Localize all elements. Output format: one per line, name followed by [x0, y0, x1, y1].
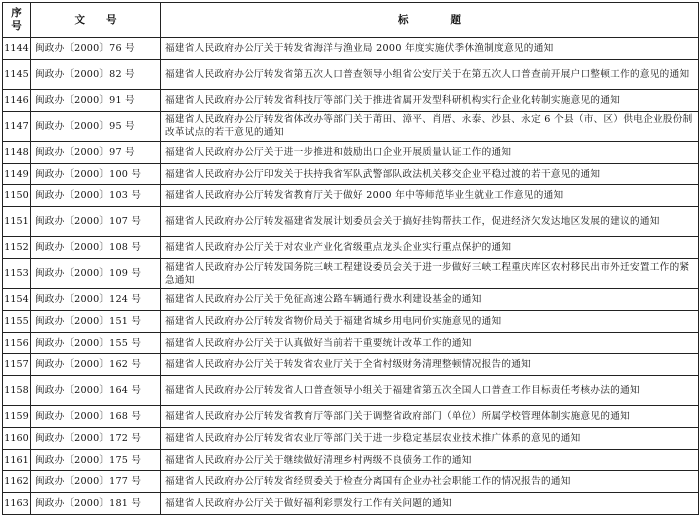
table-row: [3, 259, 699, 289]
row-title: 福建省人民政府办公厅转发省科技厅等部门关于推进省属开发型科研机构实行企业化转制实施意见的通知: [161, 90, 699, 112]
row-serial-number: 1157: [3, 354, 31, 376]
row-document-number: 闽政办〔2000〕109 号: [31, 259, 161, 289]
row-serial-number: 1155: [3, 311, 31, 333]
row-title: 福建省人民政府办公厅印发关于扶持我省军队武警部队政法机关移交企业平稳过渡的若干意见的通知: [161, 163, 699, 185]
row-title: 福建省人民政府办公厅转发省人口普查领导小组关于福建省第五次全国人口普查工作目标责任考核办法的通知: [161, 376, 699, 406]
table-row: [3, 163, 699, 185]
row-title: 福建省人民政府办公厅转发省物价局关于福建省城乡用电同价实施意见的通知: [161, 311, 699, 333]
header-serial-line1: 序: [11, 7, 22, 19]
table-row: [3, 237, 699, 259]
row-title: 福建省人民政府办公厅关于对农业产业化省级重点龙头企业实行重点保护的通知: [161, 237, 699, 259]
row-title: 福建省人民政府办公厅关于认真做好当前若干重要统计改革工作的通知: [161, 332, 699, 354]
row-serial-number: 1154: [3, 289, 31, 311]
table-row: [3, 449, 699, 471]
table-row: [3, 111, 699, 141]
row-title: 福建省人民政府办公厅关于转发省农业厅关于全省村级财务清理整顿情况报告的通知: [161, 354, 699, 376]
row-serial-number: 1147: [3, 111, 31, 141]
table-header-row: [3, 3, 699, 38]
row-document-number: 闽政办〔2000〕100 号: [31, 163, 161, 185]
row-serial-number: 1151: [3, 207, 31, 237]
table-row: [3, 90, 699, 112]
row-serial-number: 1156: [3, 332, 31, 354]
header-serial-line2: 号: [11, 20, 22, 32]
row-serial-number: 1146: [3, 90, 31, 112]
row-serial-number: 1163: [3, 493, 31, 515]
row-document-number: 闽政办〔2000〕181 号: [31, 493, 161, 515]
row-serial-number: 1162: [3, 471, 31, 493]
table-row: [3, 311, 699, 333]
table-row: [3, 354, 699, 376]
row-serial-number: 1149: [3, 163, 31, 185]
row-title: 福建省人民政府办公厅关于进一步推进和鼓励出口企业开展质量认证工作的通知: [161, 142, 699, 164]
row-serial-number: 1148: [3, 142, 31, 164]
table-row: [3, 38, 699, 60]
row-title: 福建省人民政府办公厅关于免征高速公路车辆通行费水利建设基金的通知: [161, 289, 699, 311]
table-row: [3, 428, 699, 450]
table-row: [3, 493, 699, 515]
row-title: 福建省人民政府办公厅转发省教育厅关于做好 2000 年中等师范毕业生就业工作意见的通知: [161, 185, 699, 207]
row-document-number: 闽政办〔2000〕95 号: [31, 111, 161, 141]
row-serial-number: 1144: [3, 38, 31, 60]
row-serial-number: 1160: [3, 428, 31, 450]
row-document-number: 闽政办〔2000〕76 号: [31, 38, 161, 60]
row-title: 福建省人民政府办公厅关于继续做好清理乡村两级不良债务工作的通知: [161, 449, 699, 471]
row-serial-number: 1150: [3, 185, 31, 207]
row-document-number: 闽政办〔2000〕168 号: [31, 406, 161, 428]
row-document-number: 闽政办〔2000〕97 号: [31, 142, 161, 164]
row-title: 福建省人民政府办公厅转发省第五次人口普查领导小组省公安厅关于在第五次人口普查前开展户口整顿工作的意见的通知: [161, 59, 699, 89]
row-title: 福建省人民政府办公厅转发省经贸委关于检查分离国有企业办社会职能工作的情况报告的通知: [161, 471, 699, 493]
row-document-number: 闽政办〔2000〕172 号: [31, 428, 161, 450]
table-row: [3, 332, 699, 354]
row-document-number: 闽政办〔2000〕164 号: [31, 376, 161, 406]
table-row: [3, 376, 699, 406]
table-row: [3, 59, 699, 89]
row-document-number: 闽政办〔2000〕103 号: [31, 185, 161, 207]
row-document-number: 闽政办〔2000〕177 号: [31, 471, 161, 493]
row-document-number: 闽政办〔2000〕155 号: [31, 332, 161, 354]
header-serial-number: [3, 3, 31, 38]
table-row: [3, 289, 699, 311]
header-document-number: 文 号: [31, 3, 161, 38]
header-title: 标 题: [161, 3, 699, 38]
row-document-number: 闽政办〔2000〕151 号: [31, 311, 161, 333]
table-row: [3, 142, 699, 164]
row-document-number: 闽政办〔2000〕107 号: [31, 207, 161, 237]
row-title: 福建省人民政府办公厅转发福建省发展计划委员会关于搞好挂钩帮扶工作，促进经济欠发达地区发展的建议的通知: [161, 207, 699, 237]
row-title: 福建省人民政府办公厅转发国务院三峡工程建设委员会关于进一步做好三峡工程重庆库区农村移民出市外迁安置工作的紧急通知: [161, 259, 699, 289]
row-title: 福建省人民政府办公厅转发省教育厅等部门关于调整省政府部门（单位）所属学校管理体制实施意见的通知: [161, 406, 699, 428]
table-row: [3, 406, 699, 428]
row-title: 福建省人民政府办公厅关于做好福利彩票发行工作有关问题的通知: [161, 493, 699, 515]
row-title: 福建省人民政府办公厅转发省体改办等部门关于莆田、漳平、肖厝、永泰、沙县、永定 6 个县（市、区）供电企业股份制改革试点的若干意见的通知: [161, 111, 699, 141]
row-serial-number: 1153: [3, 259, 31, 289]
table-row: [3, 471, 699, 493]
row-document-number: 闽政办〔2000〕108 号: [31, 237, 161, 259]
table-row: [3, 185, 699, 207]
table-row: [3, 207, 699, 237]
row-serial-number: 1152: [3, 237, 31, 259]
row-serial-number: 1161: [3, 449, 31, 471]
document-index-table: [2, 2, 699, 515]
row-title: 福建省人民政府办公厅转发省农业厅等部门关于进一步稳定基层农业技术推广体系的意见的通知: [161, 428, 699, 450]
row-serial-number: 1159: [3, 406, 31, 428]
row-serial-number: 1158: [3, 376, 31, 406]
row-document-number: 闽政办〔2000〕82 号: [31, 59, 161, 89]
row-document-number: 闽政办〔2000〕162 号: [31, 354, 161, 376]
row-document-number: 闽政办〔2000〕175 号: [31, 449, 161, 471]
row-serial-number: 1145: [3, 59, 31, 89]
row-title: 福建省人民政府办公厅关于转发省海洋与渔业局 2000 年度实施伏季休渔制度意见的通知: [161, 38, 699, 60]
row-document-number: 闽政办〔2000〕91 号: [31, 90, 161, 112]
row-document-number: 闽政办〔2000〕124 号: [31, 289, 161, 311]
